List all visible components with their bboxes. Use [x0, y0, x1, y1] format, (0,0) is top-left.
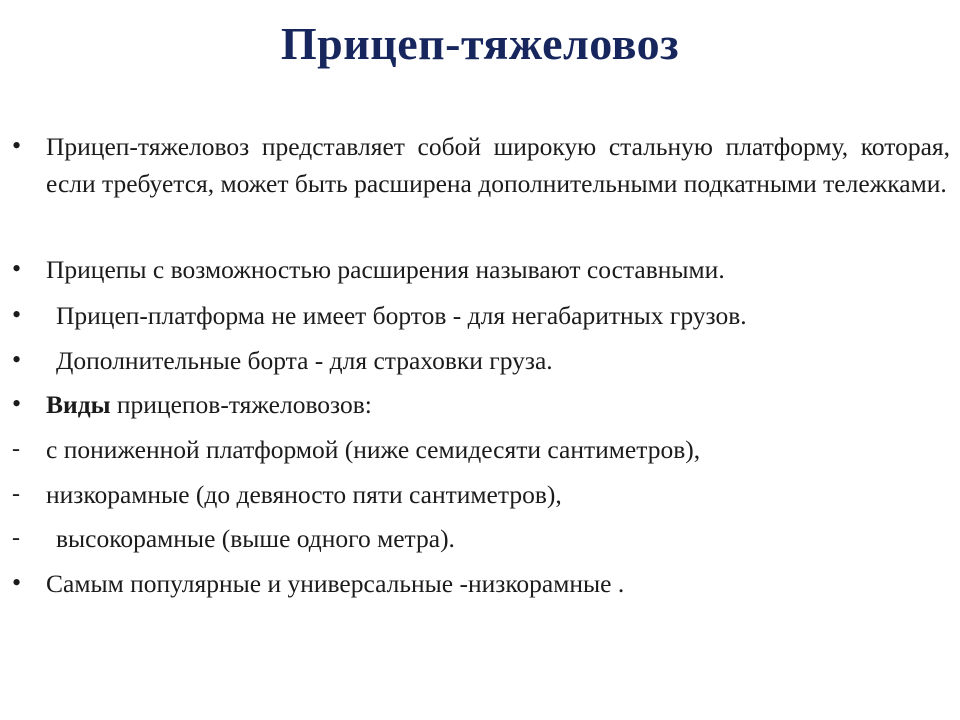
bullet-marker: • [12, 300, 22, 329]
list-item-text [46, 386, 950, 423]
list-item-bold-text: Виды [46, 390, 111, 419]
bullet-marker: • [12, 568, 22, 597]
list-item-text: Прицеп-тяжеловоз представляет собой широкую стальную платформу, которая, если требуется, может быть расширена дополнительными подкатными тележками. [46, 132, 950, 198]
bullet-marker: • [12, 345, 22, 374]
bullet-marker: • [12, 389, 22, 418]
list-item-text: высокорамные (выше одного метра). [56, 524, 455, 553]
dash-marker: - [12, 481, 20, 507]
list-item-text: низкорамные (до девяносто пяти сантиметров), [46, 480, 562, 509]
list-item-rest-text: прицепов-тяжеловозов: [110, 390, 372, 419]
dash-marker: - [12, 436, 20, 462]
slide-title: Прицеп-тяжеловоз [280, 18, 680, 69]
list-item-text: Дополнительные борта - для страховки груза. [56, 346, 553, 375]
dash-marker: - [12, 525, 20, 551]
bullet-marker: • [12, 254, 22, 283]
list-item-text: Прицепы с возможностью расширения называют составными. [46, 255, 725, 284]
bullet-marker: • [12, 131, 22, 160]
list-item-text: с пониженной платформой (ниже семидесяти сантиметров), [46, 435, 701, 464]
list-item-text: Прицеп-платформа не имеет бортов - для негабаритных грузов. [56, 301, 747, 330]
list-item-text: Самым популярные и универсальные -низкорамные . [46, 569, 625, 598]
